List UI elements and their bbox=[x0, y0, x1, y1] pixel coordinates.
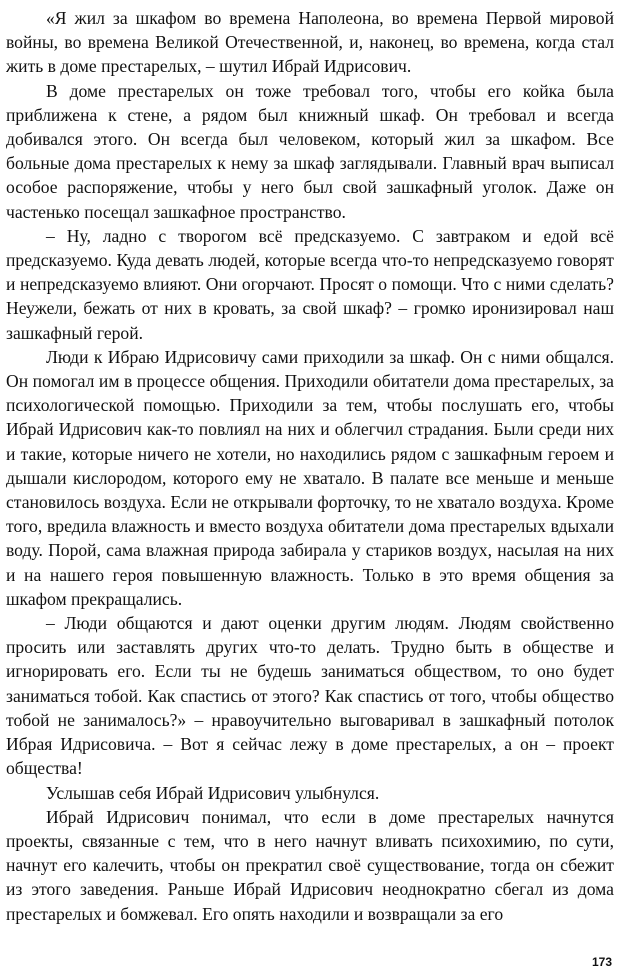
paragraph-5: – Люди общаются и дают оценки другим людям. Людям свойственно просить или заставлять других что-то делать. Трудно быть в обществе и игнорировать его. Если ты не будешь заниматься обществом, то оно будет заниматься тобой. Как спастись от этого? Как спастись от того, чтобы общество тобой не занималось?» – нравоучительно выговаривал в зашкафный потолок Ибрая Идрисовича. – Вот я сейчас лежу в доме престарелых, а он – проект общества! bbox=[6, 613, 614, 779]
paragraph-4: Люди к Ибраю Идрисовичу сами приходили за шкаф. Он с ними общался. Он помогал им в процессе общения. Приходили обитатели дома престарелых, за психологической помощью. Приходили за тем, чтобы послушать его, чтобы Ибрай Идрисович как-то повлиял на них и облегчил страдания. Были среди них и такие, которые ничего не хотели, но находились рядом с зашкафным героем и дышали кислородом, которого ему не хватало. В палате все меньше и меньше становилось воздуха. Если не открывали форточку, то не хватало воздуха. Кроме того, вредила влажность и вместо воздуха обитатели дома престарелых вдыхали воду. Порой, сама влажная природа забирала у стариков воздух, насылая на них и на нашего героя повышенную влажность. Только в это время общения за шкафом прекращались. bbox=[6, 346, 614, 609]
paragraph-7: Ибрай Идрисович понимал, что если в доме престарелых начнутся проекты, связанные с тем, что в него начнут вливать психохимию, по сути, начнут его калечить, чтобы он прекратил своё существование, тогда он сбежит из этого заведения. Раньше Ибрай Идрисович неоднократно сбегал из дома престарелых и бомжевал. Его опять находили и возвращали за его bbox=[6, 806, 614, 924]
paragraph-2: В доме престарелых он тоже требовал того, чтобы его койка была приближена к стене, а рядом был книжный шкаф. Он требовал и всегда добивался этого. Он всегда был человеком, который жил за шкафом. Все больные дома престарелых к нему за шкаф заглядывали. Главный врач выписал особое распоряжение, чтобы у него был свой зашкафный уголок. Даже он частенько посещал зашкафное пространство. bbox=[6, 80, 614, 222]
paragraph-1: «Я жил за шкафом во времена Наполеона, во времена Первой мировой войны, во времена Великой Отечественной, и, наконец, во времена, когда стал жить в доме престарелых, – шутил Ибрай Идрисович. bbox=[6, 8, 614, 77]
paragraph-6: Услышав себя Ибрай Идрисович улыбнулся. bbox=[46, 782, 380, 803]
paragraph-3: – Ну, ладно с творогом всё предсказуемо. С завтраком и едой всё предсказуемо. Куда девать людей, которые всегда что-то непредсказуемо говорят и непредсказуемо влияют. Они огорчают. Просят о помощи. Что с ними сделать? Неужели, бежать от них в кровать, за свой шкаф? – громко иронизировал наш зашкафный герой. bbox=[6, 225, 614, 343]
page-text bbox=[6, 6, 614, 926]
page-number: 173 bbox=[591, 955, 612, 969]
